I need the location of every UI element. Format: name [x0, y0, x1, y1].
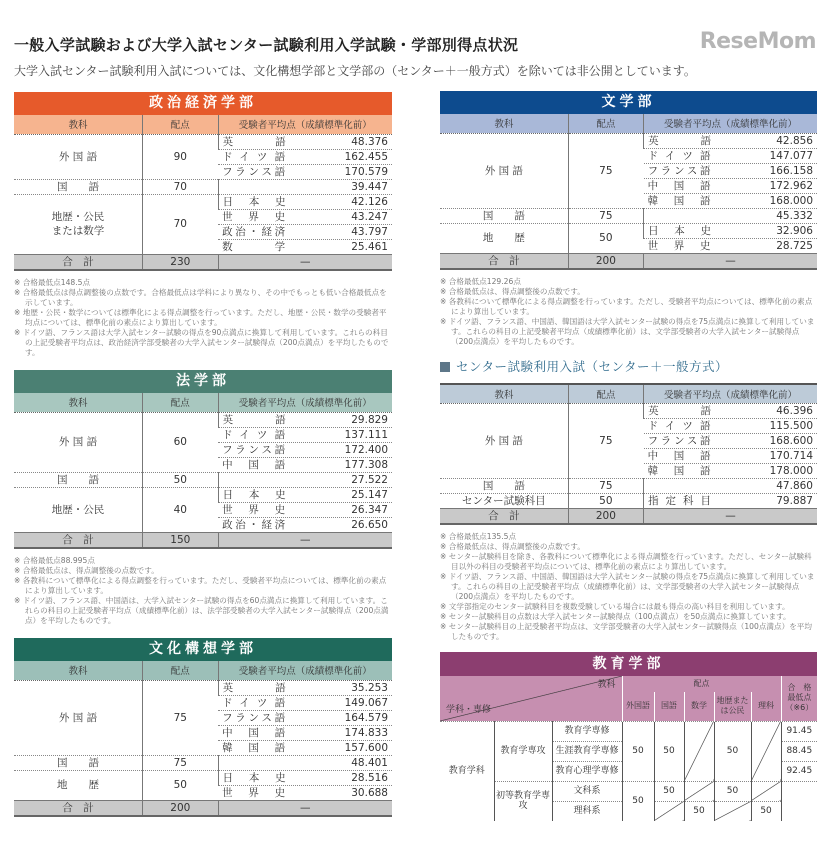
table-row [440, 133, 817, 148]
points-cell: 50 [622, 721, 654, 781]
table-row [14, 472, 392, 487]
points-cell: 75 [143, 755, 219, 770]
points-cell: 70 [143, 194, 219, 254]
points-cell: 50 [568, 493, 643, 508]
average-score: 172.962 [769, 179, 813, 192]
average-score: 27.522 [351, 473, 388, 486]
subject-cell: 地歴・公民 [14, 487, 143, 532]
average-score: 26.347 [351, 503, 388, 516]
average-cell [218, 412, 392, 427]
column-header: 教科 [14, 393, 143, 412]
score-table [440, 383, 817, 525]
total-points: 200 [143, 800, 219, 816]
bungaku-table [440, 91, 817, 347]
item-name: フランス語 [222, 443, 287, 456]
corner-header [440, 676, 622, 721]
column-header: 配点 [568, 384, 643, 403]
points-cell: 50 [622, 781, 654, 821]
right-column [440, 91, 817, 821]
item-name: 英語 [222, 413, 287, 426]
average-cell [644, 418, 817, 433]
average-score: 43.247 [351, 210, 388, 223]
subject-cell: 国 語 [14, 755, 143, 770]
min-score-cell: 92.45 [781, 761, 817, 781]
item-name: 中国語 [222, 726, 287, 739]
hougaku-table [14, 370, 392, 626]
item-name: 世界史 [647, 239, 712, 252]
item-name: 日本史 [222, 195, 287, 208]
average-cell [644, 448, 817, 463]
column-header: 受験者平均点（成績標準化前） [218, 661, 392, 680]
table-row [440, 403, 817, 418]
average-cell [218, 502, 392, 517]
table-row [14, 755, 392, 770]
total-label: 合 計 [14, 800, 143, 816]
points-cell: 90 [143, 134, 219, 179]
average-cell [644, 478, 817, 493]
score-table [14, 393, 392, 549]
points-cell: 70 [143, 179, 219, 194]
average-score: 162.455 [344, 150, 388, 163]
note-item: ※ ドイツ語、フランス語、中国語、韓国語は大学入試センター試験の得点を75点満点に換算して利用しています。これらの科目の上記受験者平均点（成績標準化前）は、文学部受験者の大学入試センター試験得点（200点満点）を平均したものです。 [440, 572, 817, 602]
total-label: 合 計 [14, 254, 143, 270]
average-cell [218, 472, 392, 487]
points-cell: 40 [143, 487, 219, 532]
average-cell [644, 163, 817, 178]
table-title: 法学部 [14, 370, 392, 393]
average-cell [218, 725, 392, 740]
table-row [14, 134, 392, 149]
average-cell [644, 133, 817, 148]
average-cell [644, 223, 817, 238]
average-score: 28.516 [351, 771, 388, 784]
points-cell: 50 [751, 801, 781, 821]
course-cell: 理科系 [552, 801, 622, 821]
average-cell [644, 208, 817, 223]
notes-list [440, 277, 817, 347]
subject-cell: 地歴・公民 または数学 [14, 194, 143, 254]
average-cell [218, 427, 392, 442]
average-cell [218, 194, 392, 209]
item-name: 英語 [648, 404, 713, 417]
average-score: 45.332 [776, 209, 813, 222]
average-cell [218, 517, 392, 532]
table-row [440, 493, 817, 508]
item-name: ドイツ語 [222, 696, 287, 709]
average-score: 46.396 [776, 404, 813, 417]
subject-header: 外国語 [622, 692, 654, 721]
note-item: ※ センター試験科目の上記受験者平均点は、文学部受験者の大学入試センター試験得点（100点満点）を平均したものです。 [440, 622, 817, 642]
item-name: ドイツ語 [647, 149, 712, 162]
note-item: ※ 地歴・公民・数学については標準化による得点調整を行っています。ただし、地歴・公民・数学の受験者平均点については、標準化前の素点により算出しています。 [14, 308, 392, 328]
total-points: 150 [143, 532, 219, 548]
header-row [14, 115, 392, 134]
seikei-table [14, 92, 392, 358]
subject-cell: 地 歴 [14, 770, 143, 800]
note-item: ※ 各教科について標準化による得点調整を行っています。ただし、受験者平均点については、標準化前の素点により算出しています。 [440, 297, 817, 317]
total-average: — [644, 253, 817, 269]
average-score: 25.461 [351, 240, 388, 253]
subject-header: 数学 [684, 692, 714, 721]
average-cell [218, 179, 392, 194]
total-average: — [644, 508, 817, 524]
center-table [440, 383, 817, 642]
item-name: 英語 [222, 135, 287, 148]
points-cell: 50 [654, 781, 684, 801]
notes-list [14, 278, 392, 358]
subject-cell: センター試験科目 [440, 493, 568, 508]
item-name: ドイツ語 [222, 428, 287, 441]
bunka-table [14, 638, 392, 817]
corner-bottom-label: 学科・専修 [446, 704, 492, 715]
table-title: 文化構想学部 [14, 638, 392, 661]
course-cell: 教育学専修 [552, 721, 622, 741]
not-applicable-cell [714, 801, 751, 821]
min-score-header: 合 格 最低点 （※6） [781, 676, 817, 721]
total-label: 合 計 [440, 508, 568, 524]
average-score: 42.856 [776, 134, 813, 147]
subject-header: 理科 [751, 692, 781, 721]
subject-cell: 外 国 語 [14, 680, 143, 755]
average-score: 30.688 [351, 786, 388, 799]
average-score: 166.158 [769, 164, 813, 177]
item-name: 韓国語 [222, 741, 287, 754]
subject-cell: 国 語 [440, 208, 568, 223]
total-average: — [218, 532, 392, 548]
average-cell [644, 193, 817, 208]
average-score: 39.447 [351, 180, 388, 193]
min-score-cell: 91.45 [781, 721, 817, 741]
score-table [440, 114, 817, 270]
total-row [14, 532, 392, 548]
total-average: — [218, 254, 392, 270]
center-section-heading [440, 359, 817, 375]
item-name: 数学 [222, 240, 287, 253]
corner-top-label: 教科 [597, 680, 616, 690]
item-name: 中国語 [647, 179, 712, 192]
note-item: ※ 合格最低点は、得点調整後の点数です。 [14, 566, 392, 576]
subject-cell: 外 国 語 [14, 412, 143, 472]
note-item: ※ センター試験科目を除き、各教科について標準化による得点調整を行っています。ただし、センター試験科目以外の科目の受験者平均点については、標準化前の素点により算出しています。 [440, 552, 817, 572]
average-score: 174.833 [344, 726, 388, 739]
subject-header: 国語 [654, 692, 684, 721]
note-item: ※ 合格最低点88.995点 [14, 556, 392, 566]
item-name: フランス語 [647, 434, 712, 447]
points-cell: 75 [568, 403, 643, 478]
points-cell: 50 [654, 721, 684, 781]
points-cell: 60 [143, 412, 219, 472]
subject-cell: 外 国 語 [14, 134, 143, 179]
column-header: 配点 [143, 393, 219, 412]
average-cell [644, 493, 817, 508]
average-cell [644, 463, 817, 478]
major-cell: 初等教育学専攻 [494, 781, 552, 821]
average-score: 168.600 [769, 434, 813, 447]
average-score: 164.579 [344, 711, 388, 724]
item-name: フランス語 [222, 711, 287, 724]
course-cell: 教育心理学専修 [552, 761, 622, 781]
average-score: 177.308 [344, 458, 388, 471]
note-item: ※ ドイツ語、フランス語、中国語は、大学入試センター試験の得点を60点満点に換算して利用しています。これらの科目の上記受験者平均点（成績標準化前）は、法学部受験者の大学入試センター試験得点（200点満点）を平均したものです。 [14, 596, 392, 626]
average-cell [218, 755, 392, 770]
notes-list [14, 556, 392, 626]
not-applicable-cell [684, 781, 714, 801]
average-cell [644, 238, 817, 253]
average-cell [218, 710, 392, 725]
course-cell: 生涯教育学専修 [552, 741, 622, 761]
table-row [440, 478, 817, 493]
note-item: ※ ドイツ語、フランス語は大学入試センター試験の得点を90点満点に換算して利用しています。これらの科目の上記受験者平均点は、政治経済学部受験者の大学入試センター試験得点（200点満点）を平均したものです。 [14, 328, 392, 358]
average-cell [644, 403, 817, 418]
total-row [440, 508, 817, 524]
course-cell: 文科系 [552, 781, 622, 801]
total-label: 合 計 [440, 253, 568, 269]
total-row [14, 800, 392, 816]
header-row [440, 384, 817, 403]
average-score: 25.147 [351, 488, 388, 501]
column-header: 配点 [143, 115, 219, 134]
total-row [14, 254, 392, 270]
average-score: 149.067 [344, 696, 388, 709]
points-cell: 50 [714, 721, 751, 781]
column-header: 教科 [14, 661, 143, 680]
column-header: 教科 [440, 384, 568, 403]
points-cell: 50 [684, 801, 714, 821]
item-name: ドイツ語 [647, 419, 712, 432]
not-applicable-cell [654, 801, 684, 821]
page-subtitle: 大学入試センター試験利用入試については、文化構想学部と文学部の（センター＋一般方式）を除いては非公開としています。 [14, 64, 696, 78]
item-name: 日本史 [222, 488, 287, 501]
not-applicable-cell [684, 721, 714, 781]
table-row [440, 208, 817, 223]
column-header: 受験者平均点（成績標準化前） [218, 393, 392, 412]
average-cell [218, 134, 392, 149]
average-cell [218, 239, 392, 254]
points-cell: 50 [143, 472, 219, 487]
header-row [14, 661, 392, 680]
item-name: 指定科目 [648, 494, 713, 507]
table-row [14, 194, 392, 209]
average-cell [644, 433, 817, 448]
item-name: 日本史 [648, 224, 713, 237]
department-cell: 教育学科 [440, 721, 494, 821]
note-item: ※ 合格最低点は、得点調整後の点数です。 [440, 542, 817, 552]
total-points: 230 [143, 254, 219, 270]
subject-cell: 国 語 [14, 472, 143, 487]
not-applicable-cell [751, 721, 781, 781]
item-name: 英語 [222, 681, 287, 694]
average-cell [218, 442, 392, 457]
average-score: 172.400 [344, 443, 388, 456]
average-cell [218, 770, 392, 785]
subject-cell: 地 歴 [440, 223, 568, 253]
average-score: 79.887 [776, 494, 813, 507]
item-name: 中国語 [647, 449, 712, 462]
item-name: 日本史 [222, 771, 287, 784]
average-score: 47.860 [776, 479, 813, 492]
points-cell: 50 [714, 781, 751, 801]
item-name: フランス語 [647, 164, 712, 177]
average-score: 147.077 [769, 149, 813, 162]
item-name: 英語 [648, 134, 713, 147]
total-points: 200 [568, 508, 643, 524]
center-heading-text: センター試験利用入試（センター＋一般方式） [456, 359, 729, 374]
column-header: 教科 [14, 115, 143, 134]
note-item: ※ 合格最低点は得点調整後の点数です。合格最低点は学科により異なり、その中でもっとも低い合格最低点を示しています。 [14, 288, 392, 308]
note-item: ※ 合格最低点148.5点 [14, 278, 392, 288]
item-name: 韓国語 [647, 194, 712, 207]
average-score: 48.376 [351, 135, 388, 148]
points-header: 配点 [622, 676, 781, 692]
average-cell [218, 785, 392, 800]
average-score: 157.600 [344, 741, 388, 754]
points-cell: 75 [143, 680, 219, 755]
education-table [440, 652, 817, 821]
subject-cell: 国 語 [440, 478, 568, 493]
item-name: 政治・経済 [222, 518, 287, 531]
note-item: ※ センター試験科目の点数は大学入試センター試験得点（100点満点）を50点満点に換算しています。 [440, 612, 817, 622]
subject-cell: 国 語 [14, 179, 143, 194]
education-title: 教育学部 [440, 652, 817, 676]
notes-list [440, 532, 817, 642]
note-item: ※ ドイツ語、フランス語、中国語、韓国語は大学入試センター試験の得点を75点満点に換算して利用しています。これらの科目の上記受験者平均点（成績標準化前）は、文学部受験者の大学入試センター試験得点（200点満点）を平均したものです。 [440, 317, 817, 347]
resemom-watermark-logo: ReseMom [699, 29, 816, 54]
average-score: 29.829 [351, 413, 388, 426]
table-row [14, 680, 392, 695]
item-name: フランス語 [222, 165, 287, 178]
column-header: 受験者平均点（成績標準化前） [644, 114, 817, 133]
note-item: ※ 各教科について標準化による得点調整を行っています。ただし、受験者平均点については、標準化前の素点により算出しています。 [14, 576, 392, 596]
left-column [14, 92, 392, 817]
item-name: 政治・経済 [222, 225, 287, 238]
major-cell: 教育学専攻 [494, 721, 552, 781]
min-score-cell: 88.45 [781, 741, 817, 761]
table-title: 文学部 [440, 91, 817, 114]
note-item: ※ 合格最低点135.5点 [440, 532, 817, 542]
total-label: 合 計 [14, 532, 143, 548]
average-score: 115.500 [769, 419, 813, 432]
note-item: ※ 文学部指定のセンター試験科目を複数受験している場合には最も得点の高い科目を利用しています。 [440, 602, 817, 612]
table-row [440, 223, 817, 238]
column-header: 教科 [440, 114, 568, 133]
average-score: 28.725 [776, 239, 813, 252]
subject-header: 地歴または公民 [714, 692, 751, 721]
total-average: — [218, 800, 392, 816]
page-title: 一般入学試験および大学入試センター試験利用入学試験・学部別得点状況 [14, 36, 519, 54]
average-score: 32.906 [776, 224, 813, 237]
column-header: 受験者平均点（成績標準化前） [218, 115, 392, 134]
total-row [440, 253, 817, 269]
subject-cell: 外 国 語 [440, 403, 568, 478]
score-table [14, 661, 392, 817]
average-score: 48.401 [351, 756, 388, 769]
average-cell [218, 740, 392, 755]
average-cell [218, 457, 392, 472]
points-cell: 75 [568, 133, 643, 208]
average-score: 170.714 [769, 449, 813, 462]
average-cell [218, 164, 392, 179]
column-header: 配点 [568, 114, 643, 133]
subject-cell: 外 国 語 [440, 133, 568, 208]
points-cell: 75 [568, 208, 643, 223]
table-row [14, 179, 392, 194]
average-cell [218, 695, 392, 710]
average-cell [218, 680, 392, 695]
points-cell: 75 [568, 478, 643, 493]
average-cell [644, 178, 817, 193]
total-points: 200 [568, 253, 643, 269]
column-header: 受験者平均点（成績標準化前） [644, 384, 817, 403]
average-cell [218, 149, 392, 164]
item-name: 世界史 [222, 210, 287, 223]
table-row [14, 770, 392, 785]
average-cell [218, 209, 392, 224]
table-title: 政治経済学部 [14, 92, 392, 115]
points-cell: 50 [143, 770, 219, 800]
average-score: 35.253 [351, 681, 388, 694]
average-score: 137.111 [344, 428, 388, 441]
average-score: 42.126 [351, 195, 388, 208]
average-score: 26.650 [351, 518, 388, 531]
note-item: ※ 合格最低点129.26点 [440, 277, 817, 287]
average-cell [218, 487, 392, 502]
header-row [440, 114, 817, 133]
item-name: 世界史 [222, 786, 287, 799]
points-cell: 50 [568, 223, 643, 253]
average-cell [644, 148, 817, 163]
min-score-cell [781, 781, 817, 821]
average-score: 168.000 [769, 194, 813, 207]
item-name: 韓国語 [647, 464, 712, 477]
table-row [14, 412, 392, 427]
table-row [14, 487, 392, 502]
note-item: ※ 合格最低点は、得点調整後の点数です。 [440, 287, 817, 297]
item-name: 中国語 [222, 458, 287, 471]
average-score: 170.579 [344, 165, 388, 178]
not-applicable-cell [751, 781, 781, 801]
square-bullet-icon [440, 362, 450, 372]
average-cell [218, 224, 392, 239]
average-score: 43.797 [351, 225, 388, 238]
column-header: 配点 [143, 661, 219, 680]
item-name: 世界史 [222, 503, 287, 516]
average-score: 178.000 [769, 464, 813, 477]
header-row [14, 393, 392, 412]
item-name: ドイツ語 [222, 150, 287, 163]
score-table [14, 115, 392, 271]
